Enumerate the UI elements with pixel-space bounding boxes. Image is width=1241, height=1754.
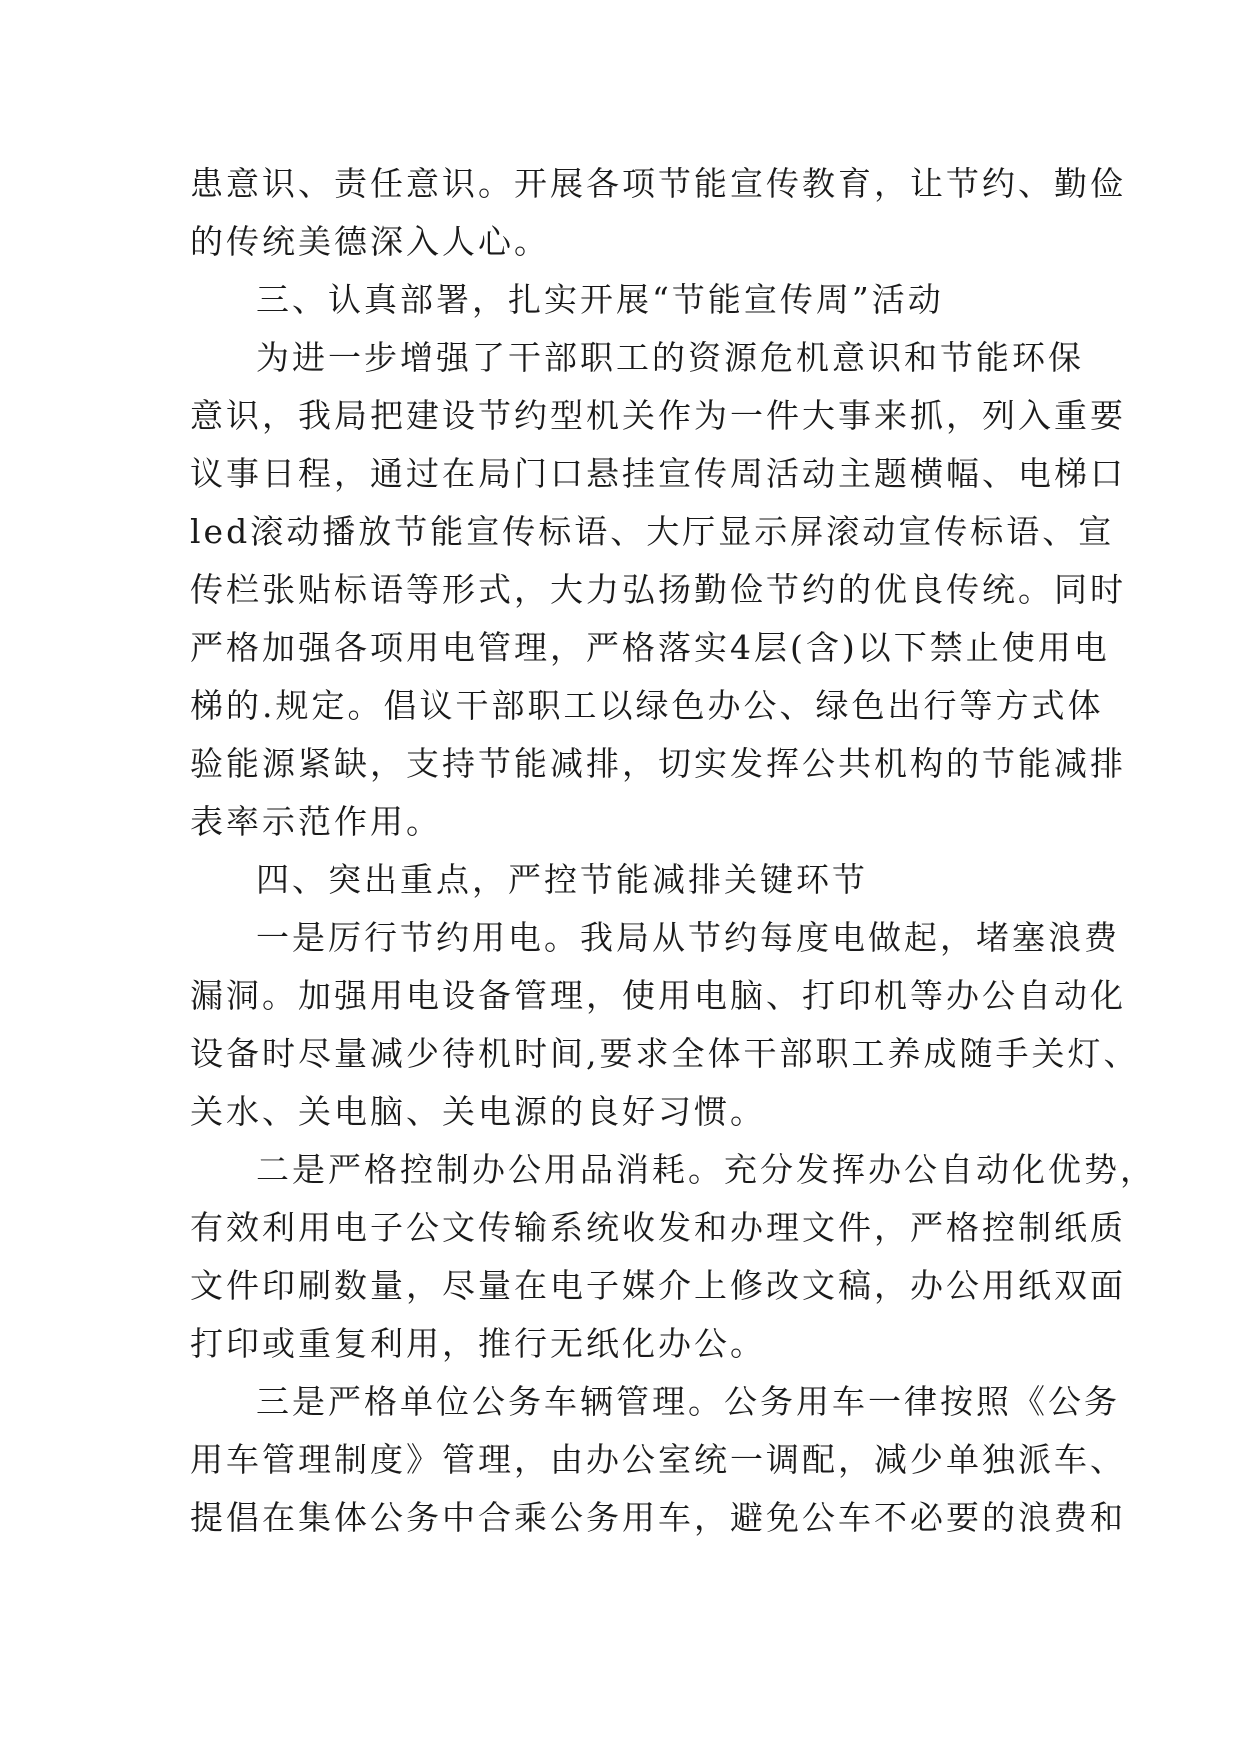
text-line: 打印或重复利用，推行无纸化办公。 [190,1324,766,1363]
text-line: 漏洞。加强用电设备管理，使用电脑、打印机等办公自动化 [190,976,1126,1015]
document-body [190,155,1156,1547]
text-line: 设备时尽量减少待机时间,要求全体干部职工养成随手关灯、 [190,1034,1140,1073]
text-line: 二是严格控制办公用品消耗。充分发挥办公自动化优势， [256,1150,1156,1189]
text-line: 三是严格单位公务车辆管理。公务用车一律按照《公务 [256,1382,1120,1421]
text-line: 梯的.规定。倡议干部职工以绿色办公、绿色出行等方式体 [190,686,1104,725]
text-line: 四、突出重点，严控节能减排关键环节 [256,860,868,899]
text-line: 用车管理制度》管理，由办公室统一调配，减少单独派车、 [190,1440,1126,1479]
text-line: 表率示范作用。 [190,802,442,841]
text-line: 的传统美德深入人心。 [190,222,550,261]
text-line: 传栏张贴标语等形式，大力弘扬勤俭节约的优良传统。同时 [190,570,1126,609]
text-line: led滚动播放节能宣传标语、大厅显示屏滚动宣传标语、宣 [190,512,1115,551]
text-line: 严格加强各项用电管理，严格落实4层(含)以下禁止使用电 [190,628,1110,667]
text-line: 有效利用电子公文传输系统收发和办理文件，严格控制纸质 [190,1208,1126,1247]
text-line: 为进一步增强了干部职工的资源危机意识和节能环保 [256,338,1084,377]
text-line: 一是厉行节约用电。我局从节约每度电做起，堵塞浪费 [256,918,1120,957]
text-line: 患意识、责任意识。开展各项节能宣传教育，让节约、勤俭 [190,164,1126,203]
text-line: 三、认真部署，扎实开展“节能宣传周”活动 [256,280,944,319]
text-line: 文件印刷数量，尽量在电子媒介上修改文稿，办公用纸双面 [190,1266,1126,1305]
text-line: 提倡在集体公务中合乘公务用车，避免公车不必要的浪费和 [190,1498,1126,1537]
text-line: 意识，我局把建设节约型机关作为一件大事来抓，列入重要 [190,396,1126,435]
text-line: 验能源紧缺，支持节能减排，切实发挥公共机构的节能减排 [190,744,1126,783]
text-line: 关水、关电脑、关电源的良好习惯。 [190,1092,766,1131]
text-line: 议事日程，通过在局门口悬挂宣传周活动主题横幅、电梯口 [190,454,1126,493]
